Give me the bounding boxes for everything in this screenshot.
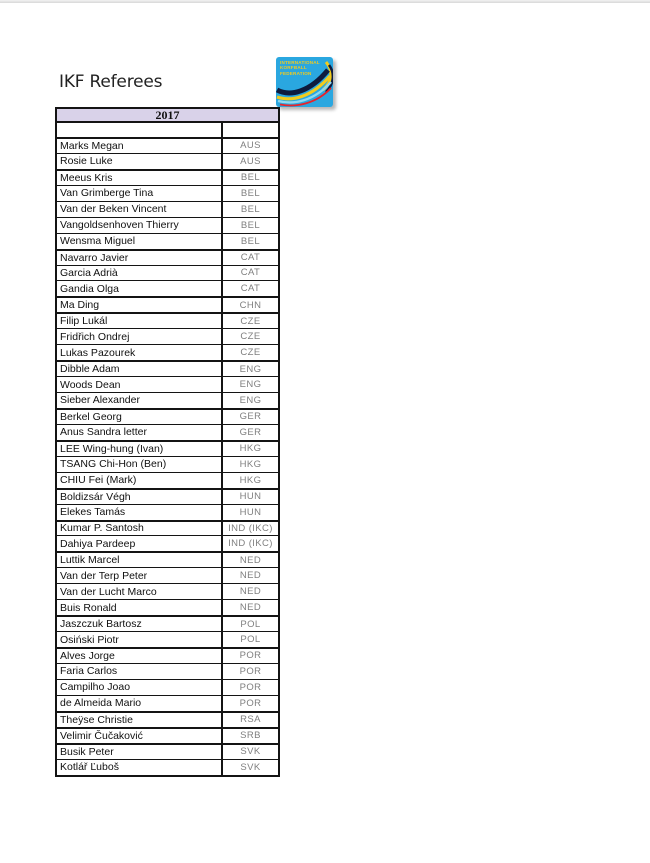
referee-country: POL	[221, 617, 278, 631]
referee-row	[57, 265, 278, 281]
referee-name: Van der Beken Vincent	[60, 203, 167, 216]
referee-country: CAT	[221, 251, 278, 265]
page-title: IKF Referees	[59, 72, 163, 92]
referee-row	[57, 360, 278, 376]
referee-country: CAT	[221, 281, 278, 296]
referee-row	[57, 615, 278, 631]
referee-country: CZE	[221, 345, 278, 360]
referee-row	[57, 663, 278, 679]
referee-row	[57, 520, 278, 536]
referee-country: HKG	[221, 473, 278, 488]
referee-name: Filip Lukál	[60, 315, 108, 328]
referee-country: IND (IKC)	[221, 536, 278, 551]
referee-name: Gandia Olga	[60, 282, 119, 295]
table-empty-row	[57, 121, 278, 137]
referee-row	[57, 169, 278, 185]
referee-name: Marks Megan	[60, 139, 124, 152]
referee-row	[57, 551, 278, 567]
referee-name: Theÿse Christie	[60, 713, 133, 726]
referee-name: Velimir Čučaković	[60, 729, 143, 742]
referee-country: NED	[221, 553, 278, 567]
referee-country: GER	[221, 410, 278, 424]
referee-country: NED	[221, 600, 278, 615]
empty-name-cell	[57, 123, 221, 137]
referee-name: Campilho Joao	[60, 681, 131, 694]
referee-row	[57, 583, 278, 599]
referee-country: HUN	[221, 505, 278, 520]
referee-row	[57, 695, 278, 711]
referee-name: Faria Carlos	[60, 665, 118, 678]
referee-country: POR	[221, 664, 278, 679]
referee-country: POR	[221, 680, 278, 695]
referee-name: Luttik Marcel	[60, 554, 120, 567]
referee-row	[57, 376, 278, 392]
referee-name: Dahiya Pardeep	[60, 537, 136, 550]
referee-country: HKG	[221, 457, 278, 472]
referee-country: POR	[221, 696, 278, 711]
referee-country: HUN	[221, 490, 278, 504]
ikf-federation-logo	[276, 57, 333, 107]
referee-country: CZE	[221, 314, 278, 328]
referee-row	[57, 456, 278, 472]
referee-row	[57, 280, 278, 296]
referee-row	[57, 408, 278, 424]
referee-name: Alves Jorge	[60, 649, 115, 662]
referee-country: ENG	[221, 362, 278, 376]
referee-country: POL	[221, 632, 278, 647]
referee-country: CHN	[221, 298, 278, 312]
logo-wordmark	[280, 60, 320, 76]
referee-name: Navarro Javier	[60, 251, 129, 264]
referee-name: LEE Wing-hung (Ivan)	[60, 442, 164, 455]
referee-name: Berkel Georg	[60, 410, 122, 423]
referee-name: de Almeida Mario	[60, 697, 142, 710]
referee-row	[57, 296, 278, 312]
referee-name: Boldizsár Végh	[60, 490, 131, 503]
referee-row	[57, 424, 278, 440]
referee-row	[57, 328, 278, 344]
referee-name: Elekes Tamás	[60, 506, 126, 519]
referee-row	[57, 472, 278, 488]
referee-country: ENG	[221, 377, 278, 392]
referee-country: BEL	[221, 186, 278, 201]
referee-row	[57, 599, 278, 615]
referee-name: Osiński Piotr	[60, 633, 119, 646]
table-year-header: 2017	[57, 109, 278, 121]
referee-row	[57, 201, 278, 217]
referee-country: BEL	[221, 234, 278, 249]
referee-name: Anus Sandra letter	[60, 426, 147, 439]
referee-name: Dibble Adam	[60, 363, 120, 376]
referee-country: CAT	[221, 266, 278, 281]
referee-row	[57, 743, 278, 759]
logo-line-2: KORFBALL	[280, 65, 307, 71]
referee-name: Vangoldsenhoven Thierry	[60, 219, 179, 232]
referee-name: TSANG Chi-Hon (Ben)	[60, 458, 167, 471]
referee-row	[57, 344, 278, 360]
referee-country: AUS	[221, 154, 278, 169]
referee-name: Garcia Adrià	[60, 266, 118, 279]
referee-table	[55, 107, 280, 777]
referee-country: RSA	[221, 713, 278, 727]
referee-name: Fridřich Ondrej	[60, 330, 130, 343]
referee-row	[57, 727, 278, 743]
referee-country: POR	[221, 649, 278, 663]
referee-name: CHIU Fei (Mark)	[60, 474, 137, 487]
logo-line-3: FEDERATION	[280, 70, 312, 76]
referee-row	[57, 312, 278, 328]
referee-name: Jaszczuk Bartosz	[60, 618, 142, 631]
referee-country: CZE	[221, 329, 278, 344]
logo-line-1: INTERNATIONAL	[280, 60, 320, 65]
referee-country: SRB	[221, 729, 278, 743]
referee-name: Wensma Miguel	[60, 235, 136, 248]
referee-row	[57, 249, 278, 265]
referee-country: SVK	[221, 760, 278, 775]
referee-table-body	[57, 137, 278, 775]
referee-country: BEL	[221, 202, 278, 217]
referee-row	[57, 504, 278, 520]
referee-country: ENG	[221, 393, 278, 408]
referee-row	[57, 233, 278, 249]
referee-country: IND (IKC)	[221, 522, 278, 536]
referee-name: Kumar P. Santosh	[60, 522, 144, 535]
referee-country: NED	[221, 584, 278, 599]
referee-row	[57, 679, 278, 695]
referee-row	[57, 647, 278, 663]
referee-row	[57, 137, 278, 153]
referee-country: BEL	[221, 218, 278, 233]
referee-country: SVK	[221, 745, 278, 759]
referee-row	[57, 535, 278, 551]
referee-row	[57, 440, 278, 456]
referee-country: GER	[221, 425, 278, 440]
referee-name: Buis Ronald	[60, 601, 117, 614]
referee-name: Lukas Pazourek	[60, 346, 136, 359]
referee-name: Busik Peter	[60, 745, 114, 758]
referee-name: Kotlář Ľuboš	[60, 761, 119, 774]
referee-row	[57, 488, 278, 504]
referee-row	[57, 185, 278, 201]
referee-name: Van der Terp Peter	[60, 569, 148, 582]
page-top-edge	[0, 0, 650, 3]
referee-row	[57, 567, 278, 583]
referee-row	[57, 711, 278, 727]
empty-country-cell	[221, 123, 278, 137]
referee-name: Rosie Luke	[60, 155, 113, 168]
referee-name: Van Grimberge Tina	[60, 187, 154, 200]
referee-row	[57, 217, 278, 233]
referee-row	[57, 631, 278, 647]
referee-row	[57, 392, 278, 408]
referee-name: Woods Dean	[60, 378, 121, 391]
referee-name: Van der Lucht Marco	[60, 585, 157, 598]
referee-country: HKG	[221, 442, 278, 456]
referee-country: AUS	[221, 139, 278, 153]
referee-country: BEL	[221, 171, 278, 185]
referee-name: Sieber Alexander	[60, 394, 140, 407]
referee-country: NED	[221, 568, 278, 583]
referee-name: Ma Ding	[60, 299, 100, 312]
referee-row	[57, 153, 278, 169]
referee-name: Meeus Kris	[60, 171, 113, 184]
referee-row	[57, 759, 278, 775]
